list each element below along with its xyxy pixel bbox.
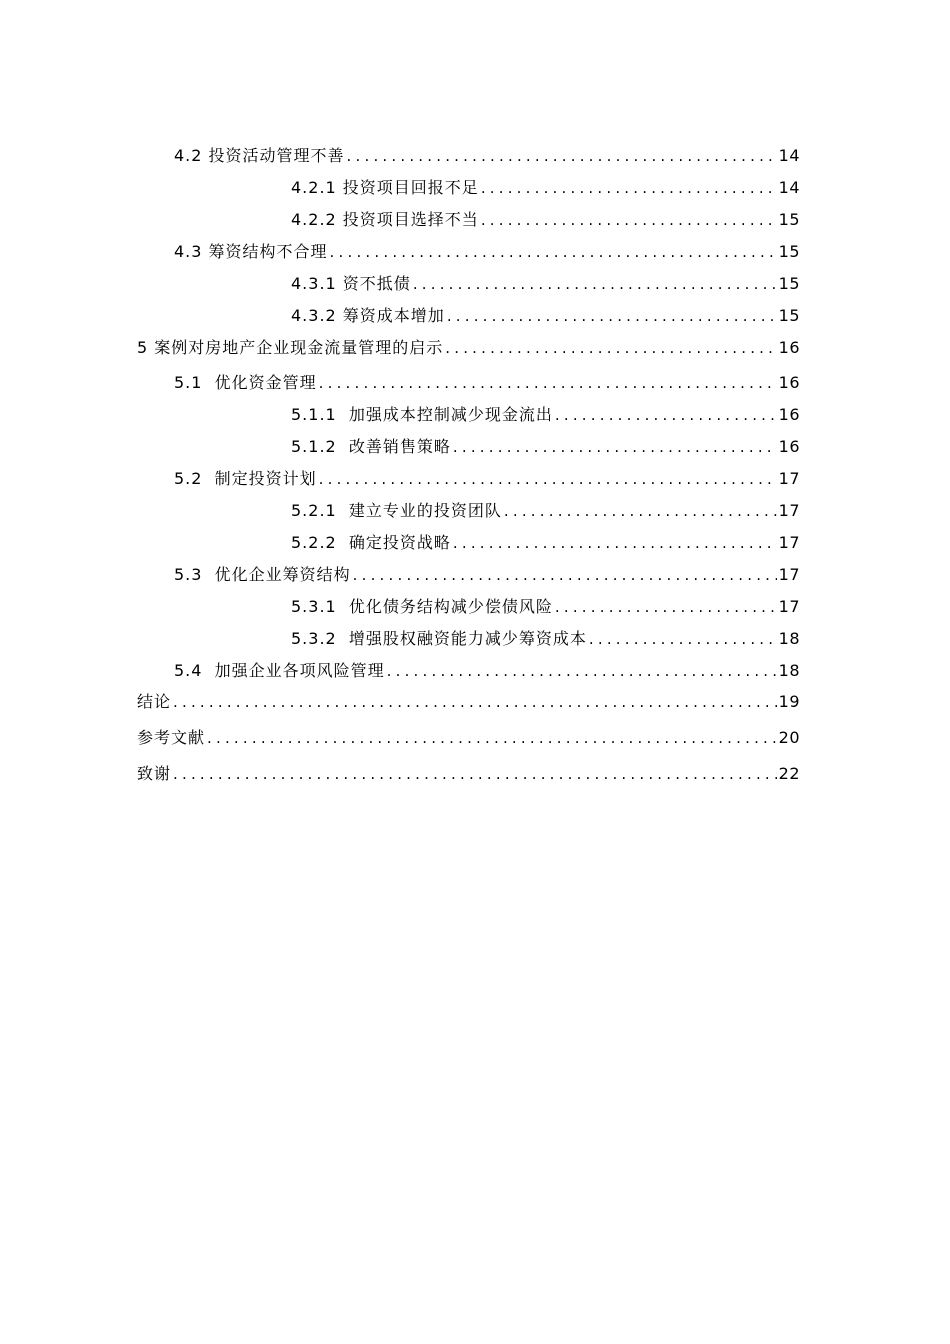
toc-dot-leader xyxy=(453,437,777,457)
toc-entry-page-number: 20 xyxy=(778,728,800,747)
toc-dot-leader xyxy=(589,629,777,649)
toc-entry-title: 案例对房地产企业现金流量管理的启示 xyxy=(154,338,444,357)
toc-entry-title: 投资活动管理不善 xyxy=(208,146,345,165)
toc-dot-leader xyxy=(330,242,777,262)
toc-entry-page-number: 15 xyxy=(778,242,800,261)
toc-entry-page-number: 15 xyxy=(778,210,800,229)
toc-entry-page-number: 18 xyxy=(778,629,800,648)
toc-entry[interactable] xyxy=(137,142,800,166)
toc-entry-number: 4.2 xyxy=(174,146,209,165)
toc-entry[interactable] xyxy=(137,724,800,748)
toc-dot-leader xyxy=(555,405,777,425)
toc-entry-number: 5.2.2 xyxy=(291,533,349,552)
toc-entry[interactable] xyxy=(137,497,800,521)
toc-entry-number: 4.3 xyxy=(174,242,209,261)
toc-entry-number: 4.3.1 xyxy=(291,274,343,293)
toc-dot-leader xyxy=(207,728,777,748)
toc-dot-leader xyxy=(173,692,777,712)
toc-entry-title: 资不抵债 xyxy=(342,274,411,293)
toc-entry-page-number: 16 xyxy=(778,437,800,456)
toc-entry[interactable] xyxy=(137,206,800,230)
toc-entry-title: 改善销售策略 xyxy=(348,437,451,456)
toc-entry[interactable] xyxy=(137,465,800,489)
toc-entry[interactable] xyxy=(137,561,800,585)
toc-entry-title: 筹资结构不合理 xyxy=(208,242,328,261)
toc-entry-title: 建立专业的投资团队 xyxy=(348,501,502,520)
toc-entry-page-number: 22 xyxy=(778,764,800,783)
toc-entry[interactable] xyxy=(137,238,800,262)
toc-entry-number: 4.2.2 xyxy=(291,210,343,229)
toc-dot-leader xyxy=(353,565,777,585)
toc-entry-page-number: 15 xyxy=(778,306,800,325)
toc-entry-number: 5.4 xyxy=(174,661,215,680)
toc-entry-title: 加强成本控制减少现金流出 xyxy=(348,405,553,424)
toc-dot-leader xyxy=(447,306,777,326)
toc-entry-title: 优化资金管理 xyxy=(214,373,317,392)
toc-entry[interactable] xyxy=(137,270,800,294)
toc-entry-title: 制定投资计划 xyxy=(214,469,317,488)
toc-entry-page-number: 17 xyxy=(778,533,800,552)
toc-entry[interactable] xyxy=(137,369,800,393)
toc-dot-leader xyxy=(504,501,777,521)
toc-entry-page-number: 16 xyxy=(778,373,800,392)
toc-entry-number: 5.3.1 xyxy=(291,597,349,616)
toc-entry-page-number: 16 xyxy=(778,405,800,424)
toc-entry-number: 5.1.2 xyxy=(291,437,349,456)
toc-entry-number: 5.1.1 xyxy=(291,405,349,424)
toc-entry[interactable] xyxy=(137,401,800,425)
toc-entry-number: 4.3.2 xyxy=(291,306,343,325)
toc-entry-page-number: 17 xyxy=(778,469,800,488)
toc-entry-number: 5.3 xyxy=(174,565,215,584)
toc-entry-title: 参考文献 xyxy=(137,728,206,747)
toc-entry-title: 结论 xyxy=(137,692,172,711)
toc-entry[interactable] xyxy=(137,760,800,784)
toc-entry-page-number: 17 xyxy=(778,597,800,616)
toc-dot-leader xyxy=(481,178,777,198)
toc-entry-page-number: 18 xyxy=(778,661,800,680)
toc-entry-title: 筹资成本增加 xyxy=(342,306,445,325)
toc-entry[interactable] xyxy=(137,334,800,358)
toc-entry-title: 确定投资战略 xyxy=(348,533,451,552)
toc-entry[interactable] xyxy=(137,433,800,457)
toc-entry[interactable] xyxy=(137,593,800,617)
toc-entry-title: 增强股权融资能力减少筹资成本 xyxy=(348,629,587,648)
toc-entry[interactable] xyxy=(137,688,800,712)
toc-entry[interactable] xyxy=(137,529,800,553)
toc-entry-number: 5.1 xyxy=(174,373,215,392)
toc-entry-page-number: 16 xyxy=(778,338,800,357)
toc-entry[interactable] xyxy=(137,657,800,681)
toc-entry-title: 致谢 xyxy=(137,764,172,783)
toc-entry-title: 优化企业筹资结构 xyxy=(214,565,351,584)
toc-entry-number: 5.2.1 xyxy=(291,501,349,520)
toc-dot-leader xyxy=(453,533,777,553)
toc-dot-leader xyxy=(555,597,777,617)
toc-entry[interactable] xyxy=(137,174,800,198)
toc-dot-leader xyxy=(347,146,777,166)
toc-entry-number: 5 xyxy=(137,338,155,357)
toc-entry[interactable] xyxy=(137,625,800,649)
toc-dot-leader xyxy=(173,764,777,784)
toc-entry-title: 投资项目选择不当 xyxy=(342,210,479,229)
toc-dot-leader xyxy=(481,210,777,230)
toc-entry-number: 5.2 xyxy=(174,469,215,488)
toc-entry-page-number: 17 xyxy=(778,501,800,520)
toc-entry-page-number: 17 xyxy=(778,565,800,584)
toc-entry-page-number: 15 xyxy=(778,274,800,293)
toc-entry-page-number: 14 xyxy=(778,178,800,197)
toc-entry-title: 投资项目回报不足 xyxy=(342,178,479,197)
toc-dot-leader xyxy=(387,661,777,681)
toc-entry-page-number: 14 xyxy=(778,146,800,165)
toc-entry-number: 5.3.2 xyxy=(291,629,349,648)
toc-entry-page-number: 19 xyxy=(778,692,800,711)
toc-entry-title: 优化债务结构减少偿债风险 xyxy=(348,597,553,616)
toc-dot-leader xyxy=(445,338,776,358)
toc-entry-title: 加强企业各项风险管理 xyxy=(214,661,385,680)
toc-dot-leader xyxy=(319,373,777,393)
toc-dot-leader xyxy=(319,469,777,489)
toc-entry-number: 4.2.1 xyxy=(291,178,343,197)
toc-entry[interactable] xyxy=(137,302,800,326)
toc-dot-leader xyxy=(413,274,777,294)
